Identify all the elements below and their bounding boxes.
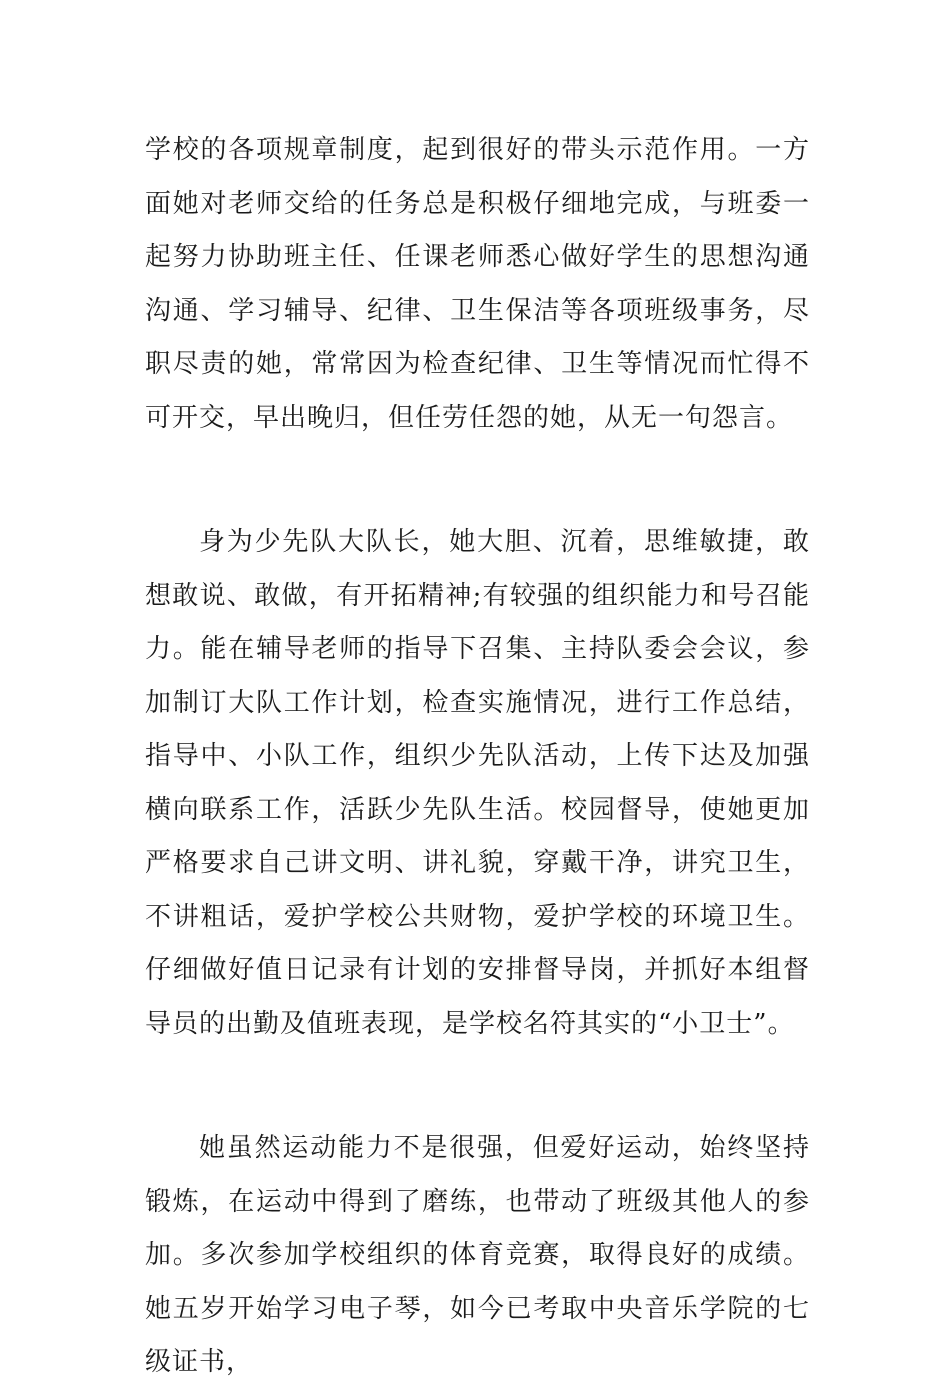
paragraph-spacer [145, 1051, 810, 1122]
paragraph-spacer [145, 445, 810, 516]
document-body [145, 124, 810, 1390]
paragraph-3: 她虽然运动能力不是很强，但爱好运动，始终坚持锻炼，在运动中得到了磨练，也带动了班级其他人的参加。多次参加学校组织的体育竞赛，取得良好的成绩。她五岁开始学习电子琴，如今已考取中央音乐学院的七级证书， [145, 1133, 810, 1377]
paragraph-1: 学校的各项规章制度，起到很好的带头示范作用。一方面她对老师交给的任务总是积极仔细地完成，与班委一起努力协助班主任、任课老师悉心做好学生的思想沟通沟通、学习辅导、纪律、卫生保洁等各项班级事务，尽职尽责的她，常常因为检查纪律、卫生等情况而忙得不可开交，早出晚归，但任劳任怨的她，从无一句怨言。 [145, 135, 810, 433]
paragraph-2: 身为少先队大队长，她大胆、沉着，思维敏捷，敢想敢说、敢做，有开拓精神;有较强的组织能力和号召能力。能在辅导老师的指导下召集、主持队委会会议，参加制订大队工作计划，检查实施情况，进行工作总结，指导中、小队工作，组织少先队活动，上传下达及加强横向联系工作，活跃少先队生活。校园督导，使她更加严格要求自己讲文明、讲礼貌，穿戴干净，讲究卫生，不讲粗话，爱护学校公共财物，爱护学校的环境卫生。仔细做好值日记录有计划的安排督导岗，并抓好本组督导员的出勤及值班表现，是学校名符其实的“小卫士”。 [145, 527, 810, 1039]
